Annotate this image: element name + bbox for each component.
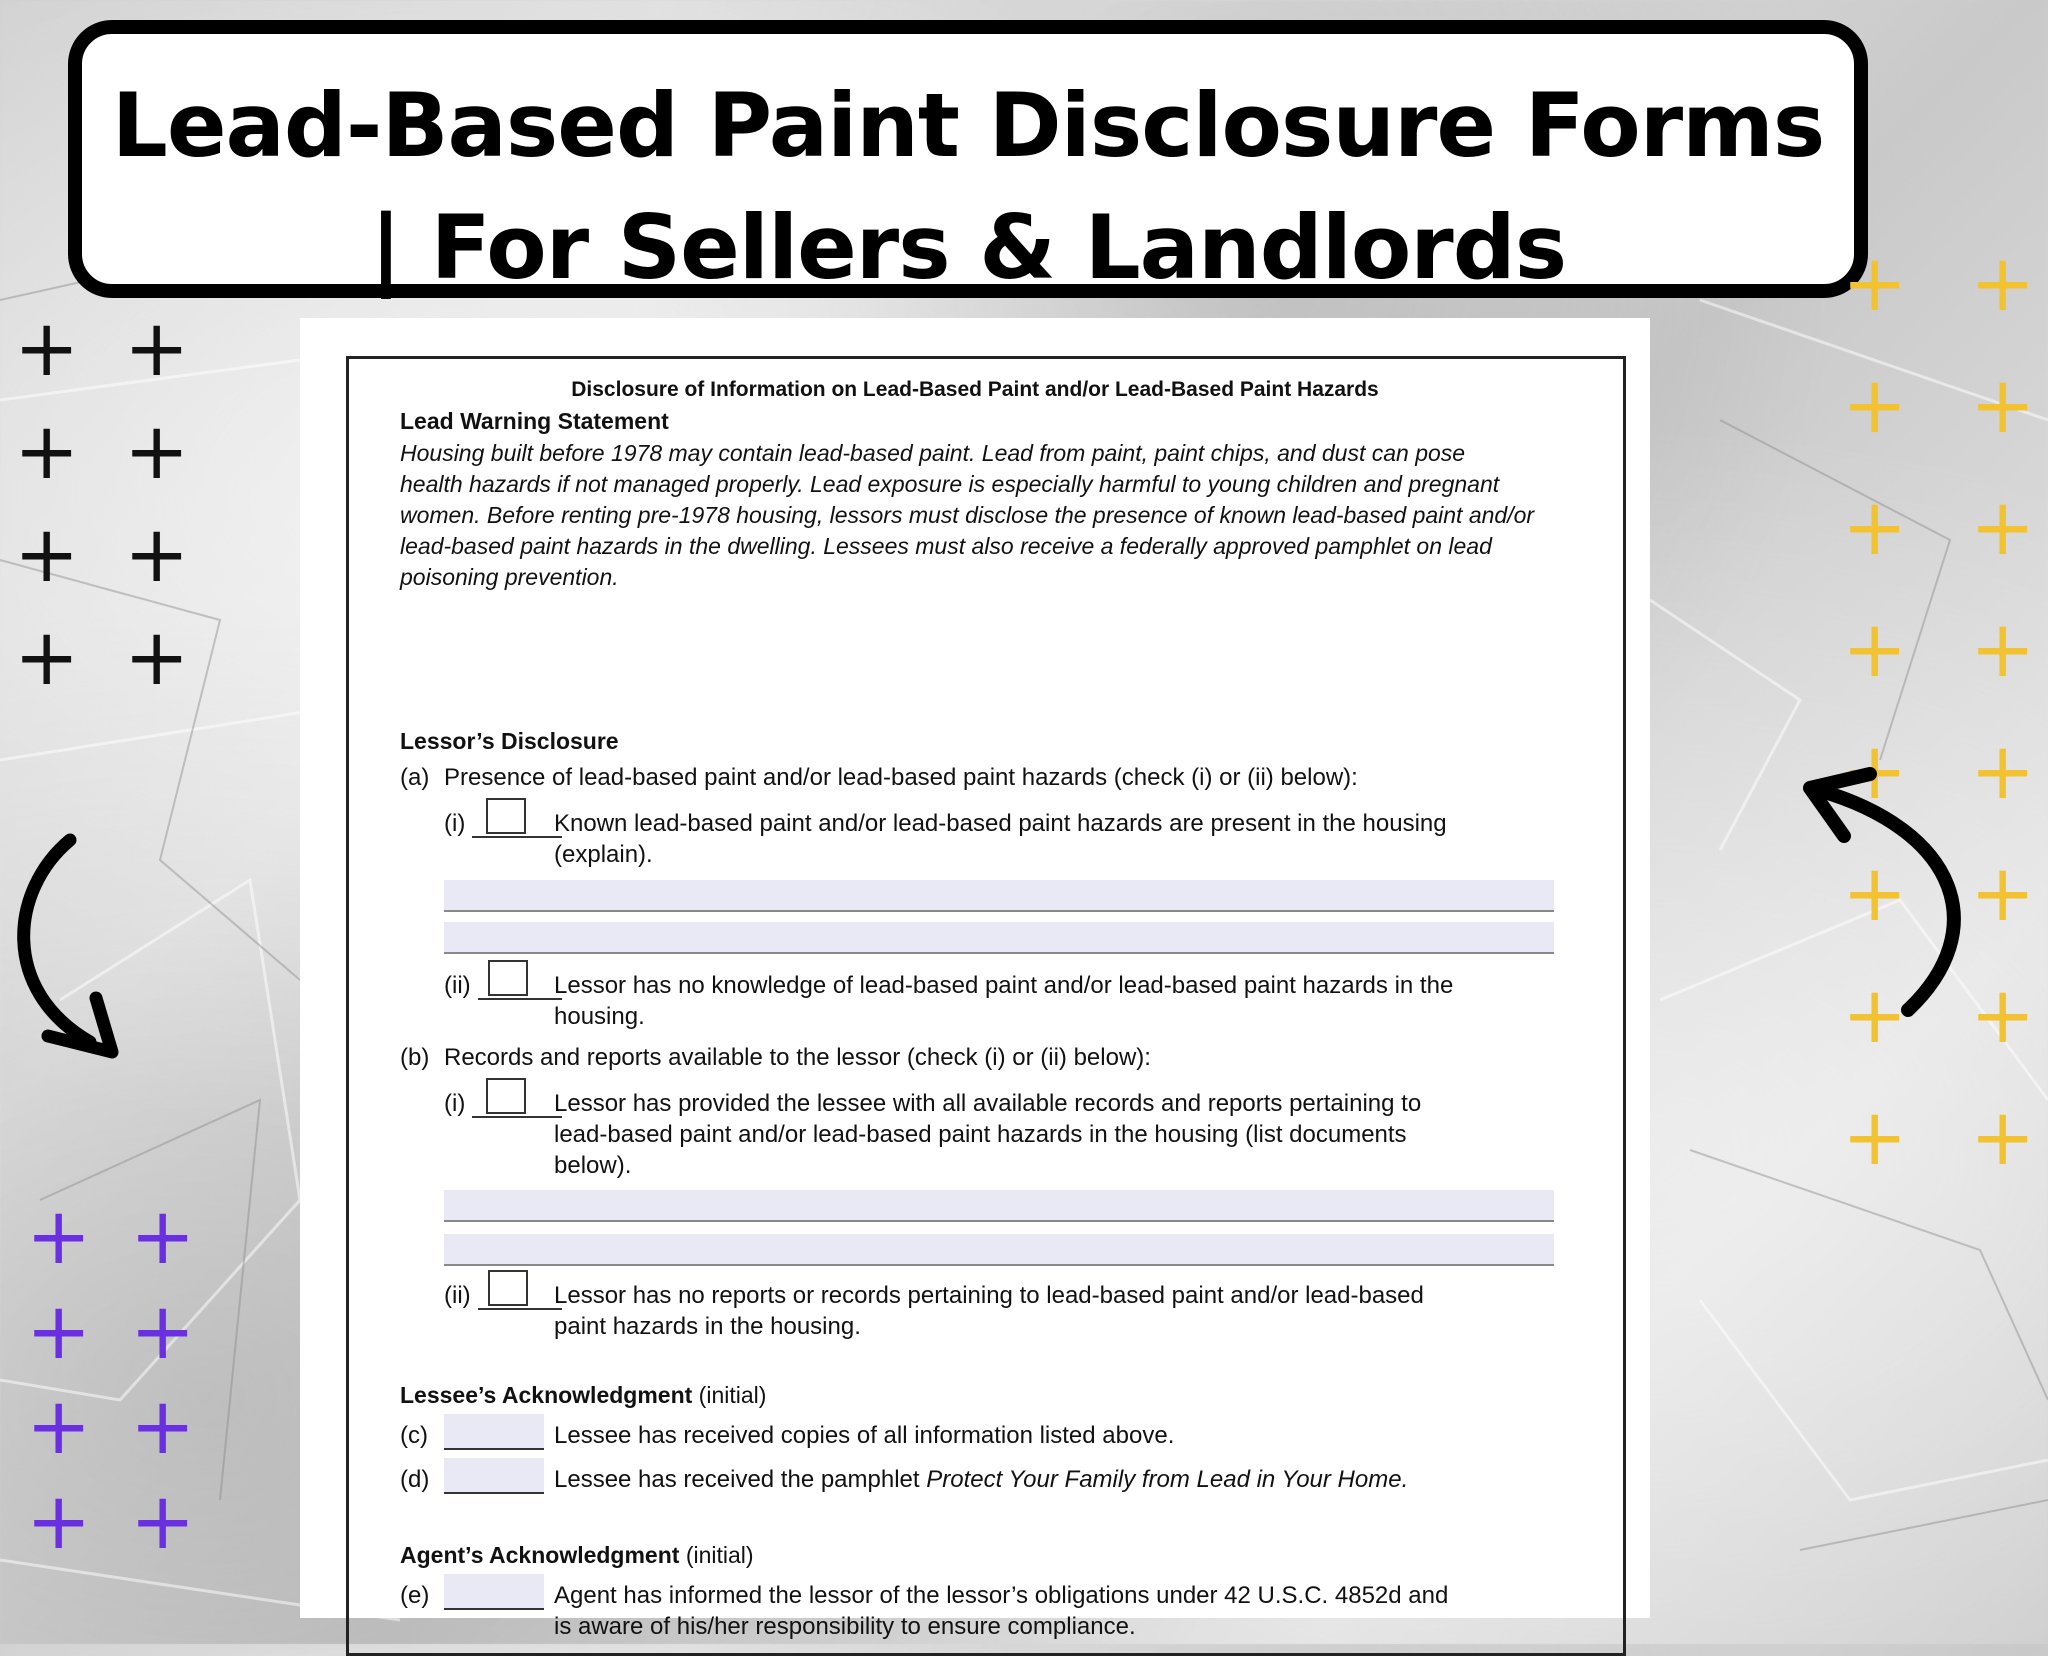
plus-icon: +: [1842, 1093, 1908, 1183]
text-line: Lessor has no knowledge of lead-based paint and/or lead-based paint hazards in the: [554, 972, 1454, 999]
item-b-text: Records and reports available to the lessor (check (i) or (ii) below):: [444, 1044, 1151, 1071]
checkbox-underline: [472, 836, 562, 838]
heading-note: (initial): [679, 1542, 754, 1568]
plus-icon: +: [124, 510, 190, 600]
explain-field-line-1[interactable]: [444, 880, 1554, 912]
plus-icon: +: [26, 1477, 92, 1567]
plus-icon: +: [1970, 605, 2036, 695]
documents-field-line-2[interactable]: [444, 1234, 1554, 1266]
item-a-ii-text: [554, 970, 1554, 1032]
text-line: paint hazards in the housing.: [554, 1313, 861, 1340]
item-b-letter: (b): [400, 1044, 430, 1071]
plus-icon: +: [1842, 239, 1908, 329]
warning-heading: Lead Warning Statement: [400, 408, 669, 434]
item-e-text: [554, 1580, 1554, 1642]
plus-icon: +: [1970, 1093, 2036, 1183]
plus-icon: +: [1970, 971, 2036, 1061]
banner-title-line2: | For Sellers & Landlords: [369, 196, 1567, 299]
item-b-i-text: [554, 1088, 1554, 1181]
warning-line: lead-based paint hazards in the dwelling. Lessees must also receive a federally approved pamphlet on lead: [400, 533, 1492, 559]
warning-line: poisoning prevention.: [400, 564, 619, 590]
plus-icon: +: [1842, 849, 1908, 939]
item-d-text: [554, 1466, 1408, 1494]
plus-icon: +: [26, 1192, 92, 1282]
text-line: below).: [554, 1152, 632, 1179]
text-line: (explain).: [554, 841, 653, 868]
text-line: Agent has informed the lessor of the lessor’s obligations under 42 U.S.C. 4852d and: [554, 1582, 1449, 1609]
item-a-letter: (a): [400, 764, 430, 791]
item-d-body: Lessee has received the pamphlet: [554, 1466, 927, 1493]
heading-note: (initial): [692, 1382, 767, 1408]
plus-icon: +: [1842, 605, 1908, 695]
lessee-initial-d-field[interactable]: [444, 1458, 544, 1494]
plus-icon: +: [130, 1287, 196, 1377]
documents-field-line-1[interactable]: [444, 1190, 1554, 1222]
document-page: [300, 318, 1650, 1640]
warning-line: health hazards if not managed properly. Lead exposure is especially harmful to young children and pregnant: [400, 471, 1500, 497]
item-b-ii-label: (ii): [444, 1282, 471, 1309]
plus-icon: +: [1842, 483, 1908, 573]
item-b-i-label: (i): [444, 1090, 466, 1117]
item-b-ii-text: [554, 1280, 1554, 1342]
text-line: Known lead-based paint and/or lead-based paint hazards are present in the housing: [554, 810, 1447, 837]
plus-icon: +: [124, 613, 190, 703]
plus-icon: +: [130, 1477, 196, 1567]
text-line: is aware of his/her responsibility to ensure compliance.: [554, 1613, 1136, 1640]
explain-field-line-2[interactable]: [444, 922, 1554, 954]
item-e-letter: (e): [400, 1582, 430, 1609]
document-title: Disclosure of Information on Lead-Based Paint and/or Lead-Based Paint Hazards: [571, 378, 1379, 401]
warning-line: women. Before renting pre-1978 housing, lessors must disclose the presence of known lead-based paint and/or: [400, 502, 1535, 528]
known-hazards-checkbox[interactable]: [486, 798, 526, 834]
plus-icon: +: [1970, 483, 2036, 573]
plus-icon: +: [1970, 239, 2036, 329]
curved-arrow-down-icon: [0, 830, 140, 1060]
plus-icon: +: [14, 613, 80, 703]
lessee-initial-c-field[interactable]: [444, 1414, 544, 1450]
banner-title-line1: Lead-Based Paint Disclosure Forms: [111, 74, 1825, 177]
item-a-ii-label: (ii): [444, 972, 471, 999]
plus-icon: +: [14, 304, 80, 394]
plus-icon: +: [14, 407, 80, 497]
item-d-letter: (d): [400, 1466, 430, 1493]
heading-text: Agent’s Acknowledgment: [400, 1542, 680, 1568]
text-line: housing.: [554, 1003, 645, 1030]
plus-icon: +: [124, 304, 190, 394]
no-knowledge-checkbox[interactable]: [488, 960, 528, 996]
item-c-text: Lessee has received copies of all information listed above.: [554, 1422, 1175, 1449]
plus-icon: +: [1970, 727, 2036, 817]
warning-line: Housing built before 1978 may contain lead-based paint. Lead from paint, paint chips, and dust can pose: [400, 440, 1466, 466]
curved-arrow-up-icon: [1798, 760, 1978, 1020]
plus-icon: +: [1842, 361, 1908, 451]
provided-records-checkbox[interactable]: [486, 1078, 526, 1114]
item-c-letter: (c): [400, 1422, 428, 1449]
no-records-checkbox[interactable]: [488, 1270, 528, 1306]
item-a-text: Presence of lead-based paint and/or lead-based paint hazards (check (i) or (ii) below):: [444, 764, 1358, 791]
agent-initial-e-field[interactable]: [444, 1574, 544, 1610]
lessee-acknowledgment-heading: [400, 1382, 766, 1409]
warning-paragraph: [400, 438, 1570, 593]
item-a-i-label: (i): [444, 810, 466, 837]
text-line: lead-based paint and/or lead-based paint hazards in the housing (list documents: [554, 1121, 1407, 1148]
plus-icon: +: [1842, 971, 1908, 1061]
text-line: Lessor has no reports or records pertaining to lead-based paint and/or lead-based: [554, 1282, 1424, 1309]
checkbox-underline: [472, 1116, 562, 1118]
checkbox-underline: [478, 1308, 562, 1310]
plus-icon: +: [14, 510, 80, 600]
plus-icon: +: [26, 1287, 92, 1377]
plus-icon: +: [1970, 849, 2036, 939]
title-banner: [68, 20, 1868, 298]
plus-icon: +: [130, 1382, 196, 1472]
plus-icon: +: [124, 407, 190, 497]
heading-text: Lessee’s Acknowledgment: [400, 1382, 693, 1408]
plus-icon: +: [26, 1382, 92, 1472]
agent-acknowledgment-heading: [400, 1542, 754, 1569]
lessor-disclosure-heading: Lessor’s Disclosure: [400, 728, 619, 754]
plus-icon: +: [130, 1192, 196, 1282]
item-a-i-text: [554, 808, 1554, 870]
plus-icon: +: [1970, 361, 2036, 451]
pamphlet-title: Protect Your Family from Lead in Your Home.: [926, 1466, 1409, 1493]
plus-icon: +: [1842, 727, 1908, 817]
text-line: Lessor has provided the lessee with all available records and reports pertaining to: [554, 1090, 1422, 1117]
checkbox-underline: [478, 998, 562, 1000]
